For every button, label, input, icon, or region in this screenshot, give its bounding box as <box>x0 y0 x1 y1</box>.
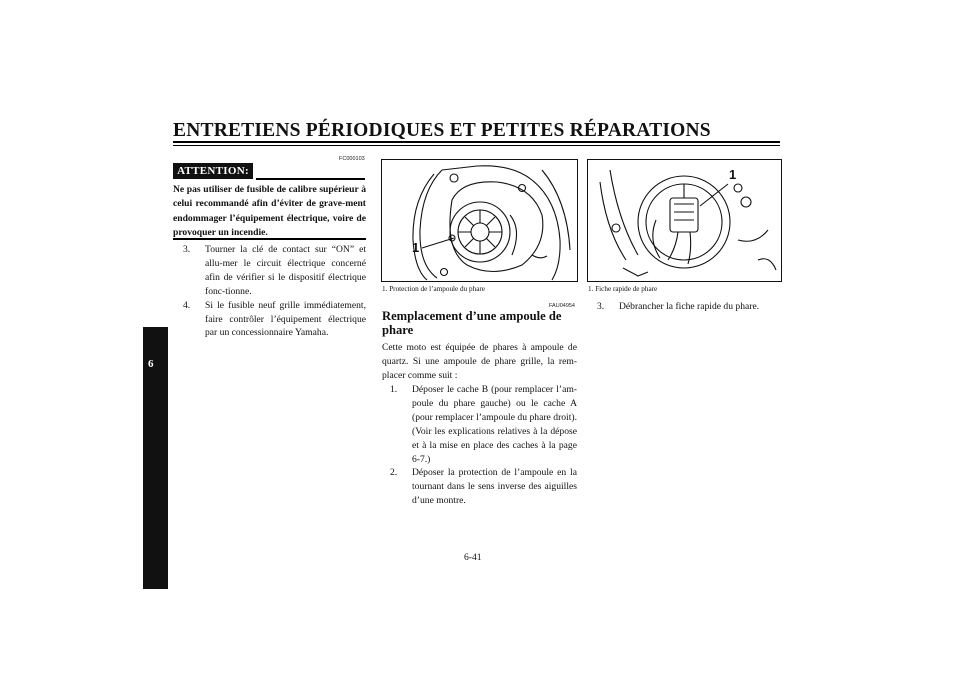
steps-list-col3 <box>597 300 780 314</box>
list-item: 2. Déposer la protection de l’ampoule en la tournant dans le sens inverse des aiguilles d’une montre. <box>390 467 577 507</box>
figure-caption: 1. Protection de l’ampoule du phare <box>382 285 485 293</box>
header-rule-thin <box>173 145 780 146</box>
attention-bottom-rule <box>173 238 366 240</box>
reference-code: FAU04954 <box>549 303 575 309</box>
attention-text: Ne pas utiliser de fusible de calibre supérieur à celui recommandé afin d’éviter de grave-ment endommager l’équipement électrique, voire de provoquer un incendie. <box>173 184 366 239</box>
reference-code: FC000103 <box>339 156 365 162</box>
page-header-title: ENTRETIENS PÉRIODIQUES ET PETITES RÉPARATIONS <box>173 120 711 141</box>
figure-caption: 1. Fiche rapide de phare <box>588 285 658 293</box>
headlight-protection-figure <box>381 159 578 282</box>
list-item: 3. Tourner la clé de contact sur “ON” et allu-mer le circuit électrique concerné afin de vérifier si le dispositif électrique fonc-tionne. <box>183 244 366 297</box>
list-item: 3. Débrancher la fiche rapide du phare. <box>597 301 760 312</box>
figure-callout-number: 1 <box>412 240 420 255</box>
headlight-protection-illustration <box>382 160 577 281</box>
section-intro: Cette moto est équipée de phares à ampoule de quartz. Si une ampoule de phare grille, la rem-placer comme suit : <box>382 342 577 381</box>
headlight-coupler-illustration <box>588 160 781 281</box>
header-rule-thick <box>173 141 780 143</box>
chapter-side-tab <box>143 327 168 589</box>
attention-label: ATTENTION: <box>173 163 253 179</box>
section-title: Remplacement d’une ampoule de phare <box>382 309 562 337</box>
chapter-number: 6 <box>148 358 154 370</box>
page-number: 6-41 <box>464 552 482 563</box>
list-item: 4. Si le fusible neuf grille immédiatement, faire contrôler l’équipement électrique par un concessionnaire Yamaha. <box>183 299 366 339</box>
steps-list-col2 <box>390 383 577 508</box>
attention-rule <box>256 178 365 180</box>
steps-list-col1 <box>183 243 366 340</box>
headlight-coupler-figure <box>587 159 782 282</box>
list-item: 1. Déposer le cache B (pour remplacer l’am-poule du phare gauche) ou le cache A (pour remplacer l’ampoule du phare droit). (Voir les explications relatives à la dépose et à la mise en place des caches à la page 6-7.) <box>390 384 577 465</box>
figure-callout-number: 1 <box>729 167 737 182</box>
